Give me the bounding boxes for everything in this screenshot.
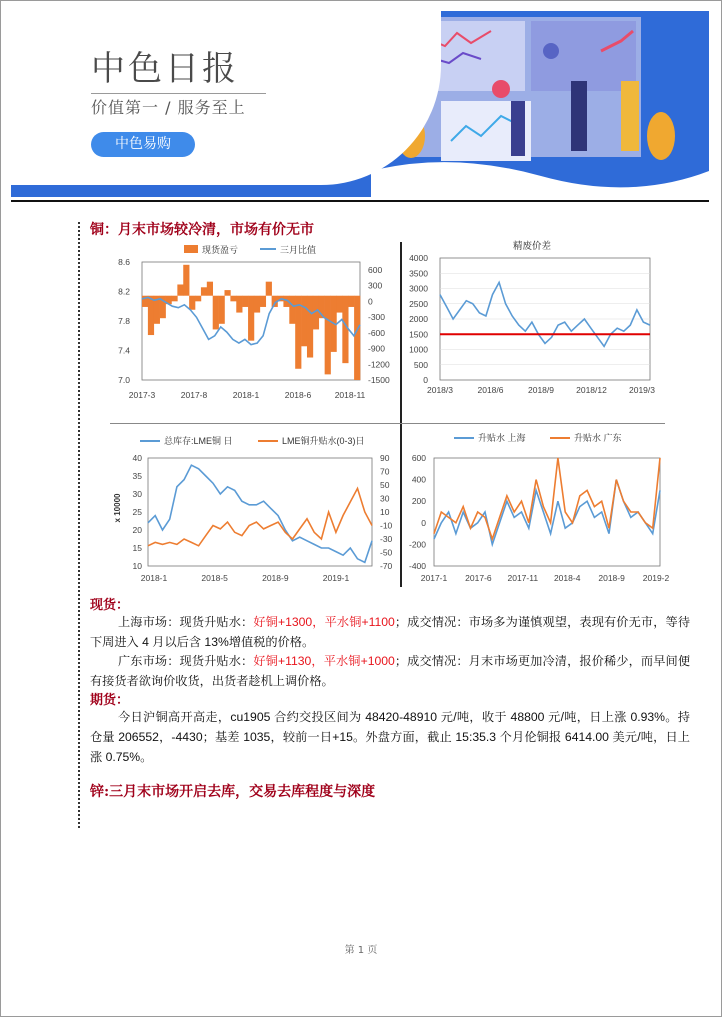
sh-premium-values: 好铜+1300，平水铜+1100 [253, 615, 395, 629]
x-tick: 2018-1 [232, 390, 260, 400]
y-left-tick: 40 [132, 453, 142, 463]
x-tick: 2017-1 [420, 573, 448, 583]
y-tick: 400 [411, 474, 426, 485]
y-right-tick: -50 [380, 547, 393, 558]
pnl-bar [289, 296, 295, 324]
brand-title: 中色日报 [91, 49, 239, 89]
brand-divider [91, 93, 266, 94]
spread-line [148, 488, 372, 545]
y-tick: -400 [408, 561, 426, 571]
x-tick: 2018/3 [427, 385, 453, 395]
copper-section-title: 铜：月末市场较冷清，市场有价无市 [90, 222, 314, 238]
y-left-tick: 10 [132, 561, 142, 571]
chart-lme-stock-spread [110, 428, 400, 588]
x-tick: 2018-5 [201, 573, 228, 583]
x-tick: 2018/6 [477, 385, 504, 395]
y-left-tick: 35 [132, 471, 142, 481]
gd-prefix: 广东市场：现货升贴水： [118, 654, 254, 668]
y-tick: 0 [421, 517, 426, 528]
y-right-tick: -1200 [368, 359, 390, 370]
x-tick: 2019-2 [642, 573, 670, 583]
spot-heading: 现货： [90, 598, 130, 613]
y-left-tick: 7.8 [118, 316, 130, 326]
y-right-tick: 600 [368, 265, 383, 275]
y-left-tick: 25 [132, 507, 142, 517]
x-tick: 2018-11 [334, 390, 366, 400]
x-tick: 2019-1 [322, 573, 350, 583]
legend-label-guangdong: 升贴水 广东 [574, 433, 622, 443]
brand-badge[interactable]: 中色易购 [91, 132, 195, 157]
y-right-tick: -900 [368, 343, 386, 354]
futures-paragraph: 今日沪铜高开高走，cu1905 合约交投区间为 48420-48910 元/吨，收于 48800 元/吨，日上涨 0.93%。持仓量 206552，-4430；基差 1035，较前一日+15。外盘方面，截止 15:35.3 个月伦铜报 6414.00 美元/吨，日上涨 0.75%。 [90, 710, 690, 764]
pnl-bar [295, 296, 301, 369]
y-left-tick: 20 [132, 525, 142, 535]
y-left-tick: 7.0 [118, 375, 130, 385]
chart-spot-pnl-ratio [110, 240, 400, 405]
legend-label-spread: LME铜升贴水(0-3)日 [282, 436, 365, 446]
y-right-tick: -1500 [368, 375, 390, 385]
pnl-bar [242, 296, 248, 307]
x-tick: 2018-4 [553, 573, 581, 583]
pnl-bar [325, 296, 331, 375]
legend-swatch-pnl [184, 245, 198, 253]
y-left-label: x 10000 [113, 493, 122, 523]
x-tick: 2018/9 [528, 385, 554, 395]
legend-label-pnl: 现货盈亏 [202, 245, 239, 255]
pnl-bar [171, 296, 177, 302]
header-rule [11, 200, 709, 202]
pnl-bar [342, 296, 348, 363]
shanghai-line [434, 480, 660, 545]
pnl-bar [224, 290, 230, 296]
pnl-bar [189, 296, 195, 310]
pnl-bar [266, 282, 272, 296]
sh-trade-status: ；成交情况：市场多为谨慎观望，表现有价无市，等待下周进入 4 月以后含 13%增值税的价格。 [90, 615, 691, 649]
chart-sh-gd-premium [402, 428, 670, 588]
y-right-tick: 30 [380, 493, 390, 504]
y-right-tick: -300 [368, 312, 386, 323]
pnl-bar [230, 296, 236, 302]
y-right-tick: 300 [368, 280, 383, 291]
y-tick: 2500 [409, 298, 428, 309]
pnl-bar [248, 296, 254, 341]
pnl-bar [254, 296, 260, 313]
x-tick: 2017-3 [128, 390, 156, 400]
pnl-bar [301, 296, 307, 347]
y-left-tick: 7.4 [118, 345, 130, 356]
y-tick: -200 [408, 539, 426, 550]
pnl-bar [183, 265, 189, 296]
gd-premium-values: 好铜+1130，平水铜+1000 [253, 654, 395, 668]
y-right-tick: 70 [380, 466, 390, 477]
y-left-tick: 15 [132, 543, 142, 553]
pnl-bar [201, 287, 207, 295]
page-number: 第 1 页 [344, 945, 378, 956]
spread-line [440, 282, 650, 346]
y-right-tick: 90 [380, 453, 390, 463]
y-right-tick: -600 [368, 327, 386, 338]
x-tick: 2017-8 [180, 390, 208, 400]
x-tick: 2019/3 [629, 385, 655, 395]
y-left-tick: 8.6 [118, 257, 130, 267]
legend-label-ratio: 三月比值 [280, 245, 317, 255]
plot-frame [148, 458, 372, 566]
x-tick: 2018-9 [598, 573, 625, 583]
y-right-tick: -10 [380, 520, 393, 531]
x-tick: 2018-6 [284, 390, 312, 400]
stock-line [148, 465, 372, 562]
y-tick: 1500 [409, 329, 428, 340]
y-left-tick: 30 [132, 489, 142, 499]
y-left-tick: 8.2 [118, 286, 130, 297]
plot-frame [434, 458, 660, 566]
y-right-tick: -30 [380, 534, 393, 544]
y-right-tick: 50 [380, 480, 390, 490]
pnl-bar [260, 296, 266, 307]
pnl-bar [213, 296, 219, 330]
chart-title: 精废价差 [512, 241, 552, 252]
zinc-section-title: 锌:三月末市场开启去库，交易去库程度与深度 [90, 784, 376, 800]
y-tick: 2000 [409, 314, 428, 324]
y-tick: 0 [423, 375, 428, 385]
pnl-bar [236, 296, 242, 313]
futures-heading: 期货： [90, 693, 130, 708]
pnl-bar [336, 296, 342, 313]
pnl-bar [348, 296, 354, 307]
chart-grid-horizontal-divider [110, 423, 665, 424]
x-tick: 2018-1 [140, 573, 168, 583]
pnl-bar [148, 296, 154, 335]
pnl-bar [354, 296, 360, 380]
left-dotted-rule [78, 222, 80, 828]
y-tick: 500 [413, 359, 428, 370]
guangdong-market-paragraph [90, 651, 690, 691]
y-tick: 3000 [409, 283, 428, 294]
chart-refined-scrap-spread [402, 240, 667, 405]
brand-subtitle: 价值第一 / 服务至上 [91, 98, 246, 117]
legend-label-stock: 总库存:LME铜 日 [164, 436, 233, 446]
guangdong-line [434, 458, 660, 539]
x-tick: 2017-11 [507, 573, 539, 583]
y-tick: 1000 [409, 344, 428, 355]
header-banner [11, 11, 709, 197]
pnl-bar [207, 282, 213, 296]
x-tick: 2018-9 [262, 573, 289, 583]
sh-prefix: 上海市场：现货升贴水： [118, 615, 254, 629]
pnl-bar [219, 296, 225, 324]
legend-label-shanghai: 升贴水 上海 [478, 433, 526, 443]
y-right-tick: 0 [368, 296, 373, 307]
pnl-bar [195, 296, 201, 302]
y-tick: 600 [411, 453, 426, 463]
pnl-bar [177, 284, 183, 295]
y-tick: 4000 [409, 253, 428, 263]
x-tick: 2017-6 [465, 573, 492, 583]
pnl-bar [307, 296, 313, 358]
y-right-tick: 10 [380, 507, 390, 517]
x-tick: 2018/12 [576, 385, 607, 395]
y-tick: 3500 [409, 268, 428, 279]
shanghai-market-paragraph [90, 612, 690, 652]
gd-trade-status: ；成交情况：月末市场更加冷清，报价稀少，而早间便有接货者欲询价收货，出货者趁机上调价格。 [90, 654, 691, 688]
y-right-tick: -70 [380, 561, 393, 571]
y-tick: 200 [411, 496, 426, 507]
